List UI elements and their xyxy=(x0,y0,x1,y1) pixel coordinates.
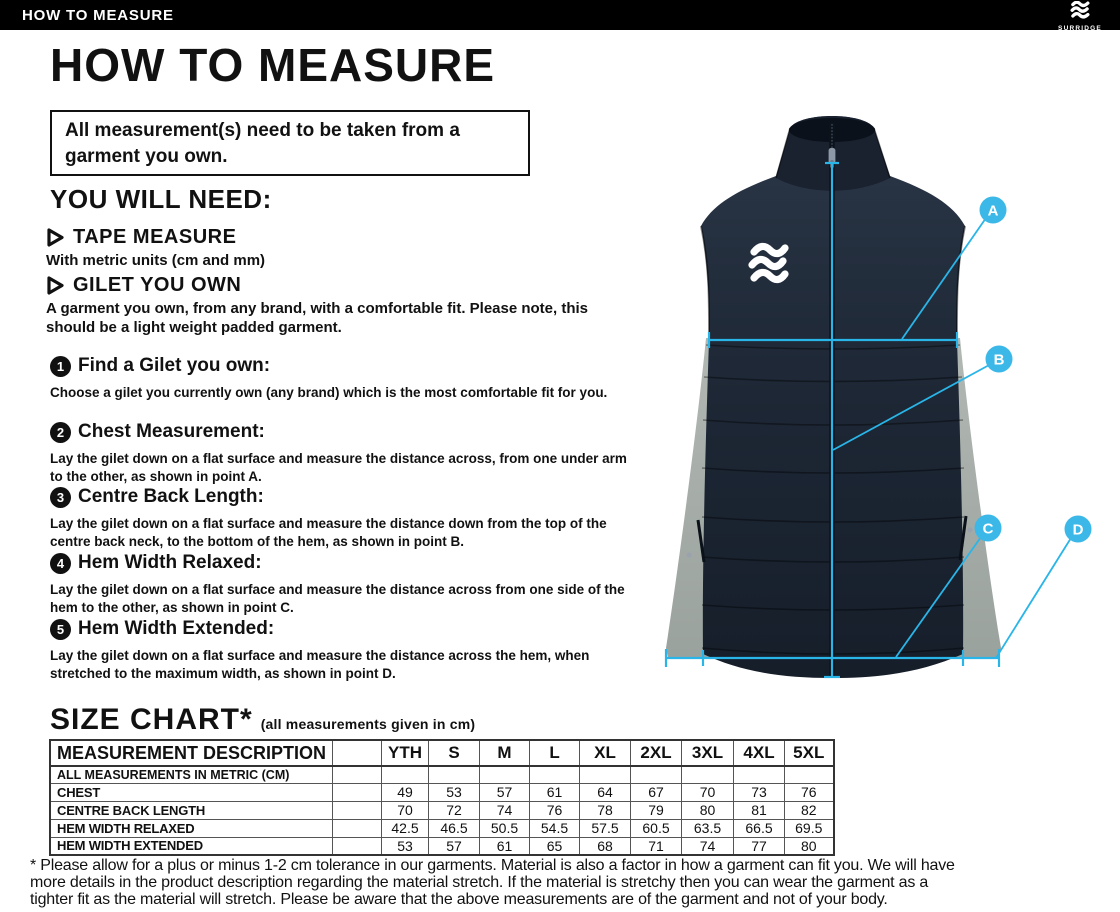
cell-value: 64 xyxy=(580,783,631,801)
step-find-gilet xyxy=(50,355,635,402)
size-chart-title: SIZE CHART* xyxy=(50,703,253,736)
column-header: MEASUREMENT DESCRIPTION xyxy=(50,740,333,766)
metric-note: ALL MEASUREMENTS IN METRIC (CM) xyxy=(50,766,333,783)
step-centre-back-length xyxy=(50,486,635,551)
step-number-badge: 2 xyxy=(50,422,71,443)
point-c-label: C xyxy=(982,520,994,538)
step-description: Choose a gilet you currently own (any brand) which is the most comfortable fit for you. xyxy=(50,385,608,400)
step-description: Lay the gilet down on a flat surface and measure the distance across the hem, when stretched to the maximum width, as shown in point D. xyxy=(50,648,590,681)
surridge-wordmark: SURRIDGE xyxy=(1058,25,1102,32)
cell-value: 77 xyxy=(734,837,785,855)
point-a-marker xyxy=(980,197,1007,224)
chest-logo-s-icon xyxy=(752,246,785,279)
column-header: 5XL xyxy=(785,740,834,766)
point-a-label: A xyxy=(987,202,999,220)
step-number-badge: 1 xyxy=(50,356,71,377)
cell-value: 82 xyxy=(785,801,834,819)
cell-value: 69.5 xyxy=(785,819,834,837)
cell-value: 53 xyxy=(429,783,480,801)
step-number-badge: 3 xyxy=(50,487,71,508)
size-chart-header-row xyxy=(50,740,834,766)
step-description: Lay the gilet down on a flat surface and measure the distance across from one side of the hem to the other, as shown in point C. xyxy=(50,582,625,615)
step-description: Lay the gilet down on a flat surface and measure the distance across, from one under arm to the other, as shown in point A. xyxy=(50,451,627,484)
metric-note-row xyxy=(50,766,834,783)
need-item-title: GILET YOU OWN xyxy=(73,274,242,296)
cell-value: 81 xyxy=(734,801,785,819)
need-item-tape-measure xyxy=(46,226,626,271)
surridge-s-icon xyxy=(1069,1,1091,21)
column-header: XL xyxy=(580,740,631,766)
size-chart-subtitle: (all measurements given in cm) xyxy=(260,716,476,732)
cell-value: 78 xyxy=(580,801,631,819)
cell-value: 80 xyxy=(785,837,834,855)
step-title: Chest Measurement: xyxy=(78,421,265,442)
cell-value: 70 xyxy=(382,801,429,819)
cell-value: 42.5 xyxy=(382,819,429,837)
cell-value: 70 xyxy=(682,783,734,801)
notice-box xyxy=(50,110,530,176)
cell-value: 53 xyxy=(382,837,429,855)
row-label: HEM WIDTH RELAXED xyxy=(50,819,333,837)
table-row-hem-width-extended xyxy=(50,837,834,855)
table-row-hem-width-relaxed xyxy=(50,819,834,837)
column-header: L xyxy=(530,740,580,766)
surridge-logo xyxy=(1052,1,1108,32)
gilet-diagram xyxy=(640,100,1120,715)
cell-value: 57 xyxy=(429,837,480,855)
cell-value: 76 xyxy=(785,783,834,801)
page-title: HOW TO MEASURE xyxy=(50,39,496,91)
step-title: Hem Width Relaxed: xyxy=(78,552,262,573)
notice-text: All measurement(s) need to be taken from a garment you own. xyxy=(65,120,460,168)
cell-value: 63.5 xyxy=(682,819,734,837)
triangle-bullet-icon xyxy=(46,275,65,296)
column-header xyxy=(333,740,382,766)
tolerance-footnote xyxy=(30,857,1100,908)
cell-value: 61 xyxy=(530,783,580,801)
cell-value: 54.5 xyxy=(530,819,580,837)
cell-value: 61 xyxy=(480,837,530,855)
cell-value: 57 xyxy=(480,783,530,801)
cell-value: 68 xyxy=(580,837,631,855)
cell-value: 80 xyxy=(682,801,734,819)
cell-value: 76 xyxy=(530,801,580,819)
need-item-title: TAPE MEASURE xyxy=(73,226,237,248)
cell-value: 73 xyxy=(734,783,785,801)
triangle-bullet-icon xyxy=(46,227,65,248)
top-bar-title: HOW TO MEASURE xyxy=(22,6,174,24)
step-number-badge: 4 xyxy=(50,553,71,574)
cell-value: 67 xyxy=(631,783,682,801)
row-label: CHEST xyxy=(50,783,333,801)
table-row-centre-back-length xyxy=(50,801,834,819)
step-hem-width-relaxed xyxy=(50,552,635,617)
cell-value: 57.5 xyxy=(580,819,631,837)
cell-value: 74 xyxy=(480,801,530,819)
step-title: Hem Width Extended: xyxy=(78,618,275,639)
point-b-label: B xyxy=(993,351,1005,369)
cell-value: 49 xyxy=(382,783,429,801)
point-b-marker xyxy=(986,346,1013,373)
cell-value: 50.5 xyxy=(480,819,530,837)
cell-value: 60.5 xyxy=(631,819,682,837)
step-title: Find a Gilet you own: xyxy=(78,355,271,376)
size-chart-heading xyxy=(50,703,475,737)
top-bar xyxy=(0,0,1120,30)
cell-value: 65 xyxy=(530,837,580,855)
column-header: 3XL xyxy=(682,740,734,766)
column-header: S xyxy=(429,740,480,766)
step-number-badge: 5 xyxy=(50,619,71,640)
cell-value: 46.5 xyxy=(429,819,480,837)
step-description: Lay the gilet down on a flat surface and measure the distance down from the top of the centre back neck, to the bottom of the hem, as shown in point B. xyxy=(50,516,607,549)
footnote-line: more details in the product description regarding the material stretch. If the material is stretchy then you can wear the garment as a xyxy=(30,874,929,891)
step-chest-measurement xyxy=(50,421,635,486)
row-label: CENTRE BACK LENGTH xyxy=(50,801,333,819)
need-item-description: A garment you own, from any brand, with a comfortable fit. Please note, this should be a light weight padded garment. xyxy=(46,300,589,336)
column-header: M xyxy=(480,740,530,766)
column-header: 2XL xyxy=(631,740,682,766)
footnote-line: tighter fit as the material will stretch. Please be aware that the above measurements are of the garment and not of your body. xyxy=(30,891,888,908)
need-item-description: With metric units (cm and mm) xyxy=(46,252,266,269)
cell-value: 79 xyxy=(631,801,682,819)
cell-value: 72 xyxy=(429,801,480,819)
point-c-marker xyxy=(975,515,1002,542)
cell-value: 66.5 xyxy=(734,819,785,837)
point-d-label: D xyxy=(1072,521,1084,539)
footnote-line: * Please allow for a plus or minus 1-2 cm tolerance in our garments. Material is also a factor in how a garment can fit you. We will have xyxy=(30,857,955,874)
point-d-marker xyxy=(1065,516,1092,543)
measurement-points xyxy=(975,197,1092,543)
column-header: YTH xyxy=(382,740,429,766)
step-title: Centre Back Length: xyxy=(78,486,264,507)
cell-value: 71 xyxy=(631,837,682,855)
row-label: HEM WIDTH EXTENDED xyxy=(50,837,333,855)
table-row-chest xyxy=(50,783,834,801)
cell-value: 74 xyxy=(682,837,734,855)
column-header: 4XL xyxy=(734,740,785,766)
you-will-need-heading: YOU WILL NEED: xyxy=(50,184,272,214)
gilet-illustration xyxy=(640,100,1120,715)
size-chart-table xyxy=(49,739,835,856)
step-hem-width-extended xyxy=(50,618,635,683)
need-item-gilet xyxy=(46,274,626,338)
